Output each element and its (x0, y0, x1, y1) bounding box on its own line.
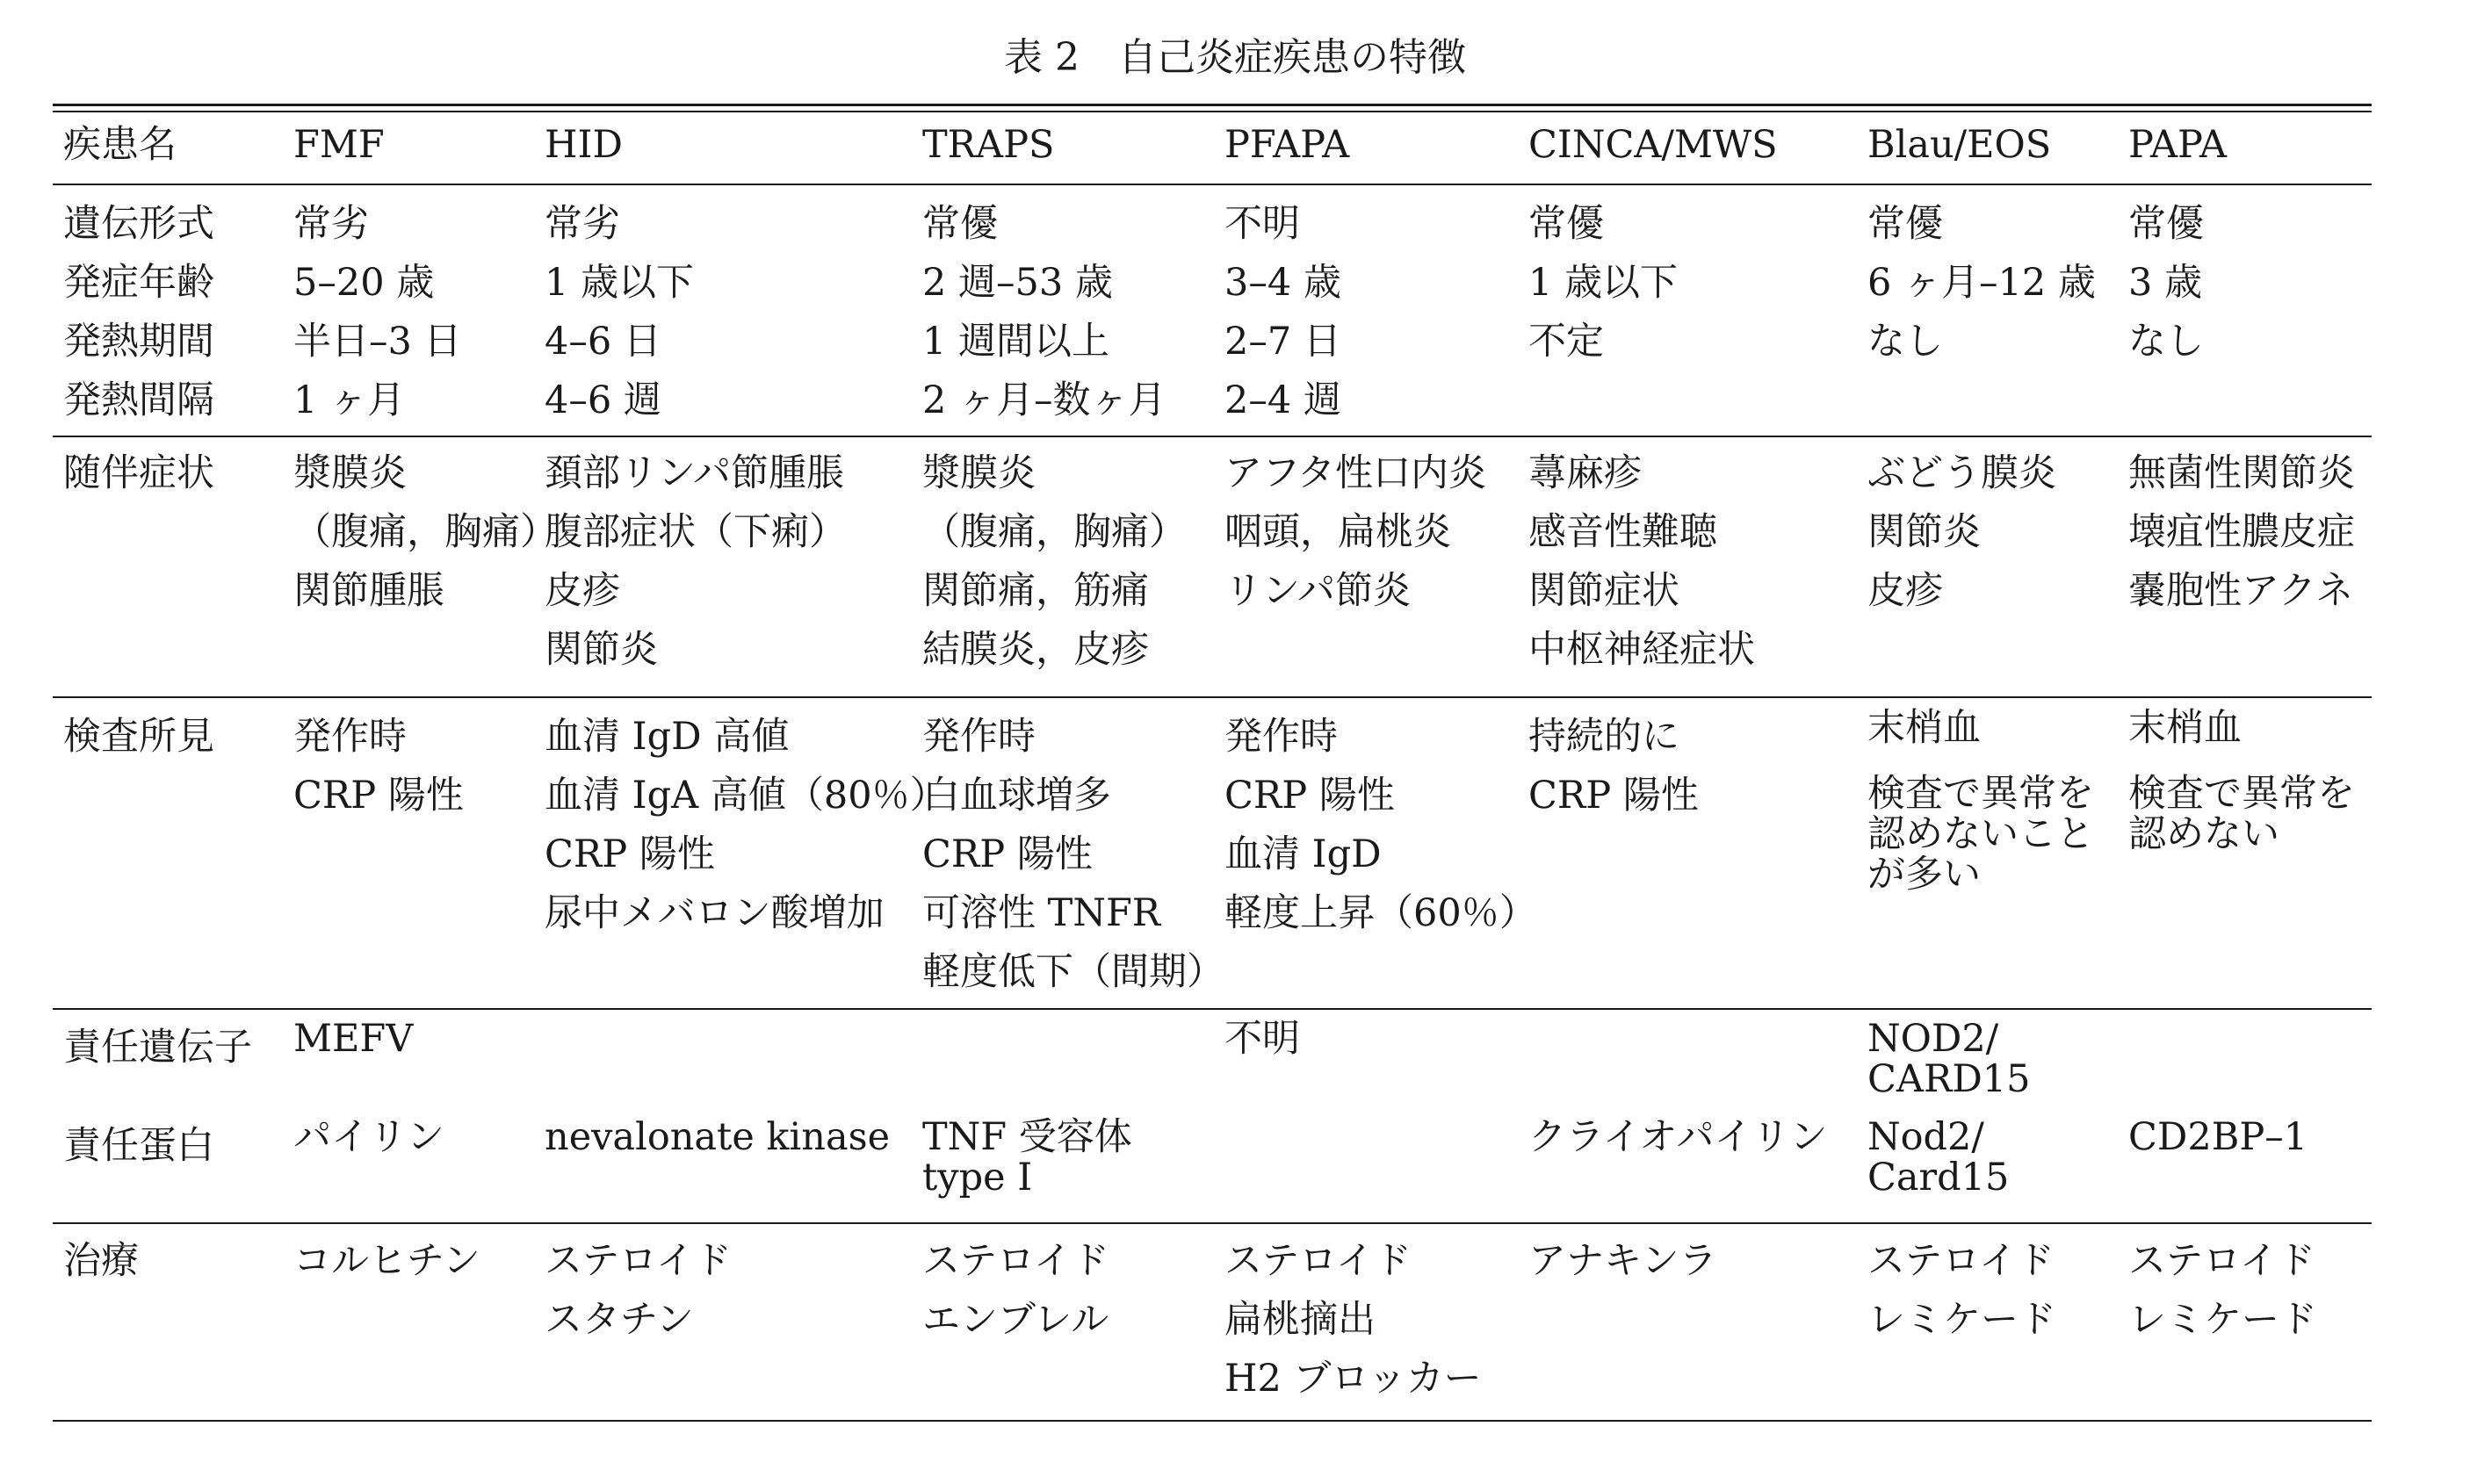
table-cell: 関節炎 (1867, 510, 1981, 554)
table-title: 表 2 自己炎症疾患の特徴 (1004, 35, 1466, 80)
table-cell: 漿膜炎 (922, 451, 1036, 495)
table-cell: 軽度低下（間期） (922, 950, 1224, 994)
table-cell: アフタ性口内炎 (1224, 451, 1486, 495)
table-cell: 1 ヶ月 (293, 378, 406, 422)
table-cell: 関節腫脹 (293, 569, 444, 613)
table-cell: 蕁麻疹 (1528, 451, 1642, 495)
table-cell: リンパ節炎 (1224, 569, 1411, 613)
table-cell: 認めないこと (1867, 812, 2094, 856)
protein-cell: nevalonate kinase (545, 1115, 891, 1159)
protein-cell: TNF 受容体 type I (922, 1115, 1132, 1199)
table-cell: レミケード (1867, 1298, 2056, 1342)
table-cell: 常劣 (293, 202, 369, 246)
table-cell: 感音性難聴 (1528, 510, 1717, 554)
symptoms-rule (53, 696, 2372, 698)
table-cell: 血清 IgD 高値 (545, 715, 790, 759)
table-cell: エンブレル (922, 1298, 1109, 1342)
top-double-rule-1 (53, 104, 2372, 106)
table-cell: 2–7 日 (1224, 320, 1341, 364)
row-label: 責任遺伝子 (63, 1026, 252, 1070)
table-cell: 軽度上昇（60％） (1224, 891, 1537, 935)
table-cell: アナキンラ (1528, 1239, 1717, 1283)
genes-rule (53, 1222, 2372, 1224)
table-cell: CRP 陽性 (1224, 774, 1395, 818)
header-rule (53, 184, 2372, 185)
table-cell: 頚部リンパ節腫脹 (545, 451, 844, 495)
table-cell: 関節痛，筋痛 (922, 569, 1149, 613)
column-header: Blau/EOS (1867, 123, 2052, 167)
table-cell: ステロイド (545, 1239, 732, 1283)
table-cell: 皮疹 (545, 569, 620, 613)
table-cell: 検査で異常を (2128, 772, 2355, 816)
table-cell: 腹部症状（下痢） (545, 510, 847, 554)
row-label: 発症年齢 (63, 261, 214, 305)
table-cell: 常優 (922, 202, 998, 246)
table-cell: 2 ヶ月–数ヶ月 (922, 378, 1166, 422)
table-cell: なし (1867, 320, 1943, 364)
table-cell: 検査で異常を (1867, 772, 2094, 816)
row-label: 治療 (63, 1239, 139, 1283)
protein-cell: Nod2/ Card15 (1867, 1115, 2010, 1199)
lab-rule (53, 1008, 2372, 1010)
table-cell: 2 週–53 歳 (922, 261, 1113, 305)
column-header: TRAPS (922, 123, 1055, 167)
table-cell: レミケード (2128, 1298, 2317, 1342)
table-cell: ステロイド (2128, 1239, 2315, 1283)
row-label: 随伴症状 (63, 451, 214, 495)
bottom-rule (53, 1420, 2372, 1422)
table-cell: 壊疽性膿皮症 (2128, 510, 2355, 554)
table-cell: 末梢血 (1867, 706, 1981, 750)
table-cell: 常優 (2128, 202, 2204, 246)
column-header: 疾患名 (63, 123, 177, 167)
table-cell: 嚢胞性アクネ (2128, 569, 2354, 613)
row-label: 遺伝形式 (63, 202, 214, 246)
column-header: PAPA (2128, 123, 2228, 167)
table-cell: 結膜炎，皮疹 (922, 628, 1149, 672)
table-cell: 皮疹 (1867, 569, 1943, 613)
table-cell: 咽頭，扁桃炎 (1224, 510, 1451, 554)
table-cell: 発作時 (1224, 715, 1338, 759)
row-label: 検査所見 (63, 715, 214, 759)
gene-cell: NOD2/ CARD15 (1867, 1017, 2031, 1101)
table-cell: 1 歳以下 (545, 261, 695, 305)
table-cell: 発作時 (922, 715, 1036, 759)
table-cell: が多い (1867, 853, 1981, 897)
table-cell: 3–4 歳 (1224, 261, 1341, 305)
table-cell: 関節炎 (545, 628, 658, 672)
gene-cell: 不明 (1224, 1017, 1300, 1061)
column-header: CINCA/MWS (1528, 123, 1778, 167)
row-label: 発熱期間 (63, 320, 214, 364)
table-cell: 2–4 週 (1224, 378, 1341, 422)
table-cell: CRP 陽性 (545, 832, 715, 876)
table-cell: 常優 (1528, 202, 1604, 246)
gene-cell: MEFV (293, 1017, 414, 1061)
table-cell: （腹痛，胸痛） (293, 510, 558, 554)
table-cell: ステロイド (1867, 1239, 2055, 1283)
table-cell: 無菌性関節炎 (2128, 451, 2355, 495)
table-cell: 末梢血 (2128, 706, 2242, 750)
table-cell: 不定 (1528, 320, 1604, 364)
table-cell: ぶどう膜炎 (1867, 451, 2056, 495)
protein-cell: CD2BP–1 (2128, 1115, 2308, 1159)
table-cell: スタチン (545, 1298, 694, 1342)
protein-cell: パイリン (293, 1115, 444, 1159)
row-label: 責任蛋白 (63, 1124, 214, 1168)
table-cell: 1 週間以上 (922, 320, 1110, 364)
table-cell: 常劣 (545, 202, 620, 246)
table-cell: 血清 IgA 高値（80％） (545, 774, 948, 818)
table-cell: 扁桃摘出 (1224, 1298, 1376, 1342)
table-cell: CRP 陽性 (293, 774, 464, 818)
basic-rule (53, 436, 2372, 437)
table-cell: ステロイド (1224, 1239, 1412, 1283)
table-cell: 5–20 歳 (293, 261, 435, 305)
table-cell: （腹痛，胸痛） (922, 510, 1187, 554)
table-cell: 不明 (1224, 202, 1300, 246)
table-cell: CRP 陽性 (922, 832, 1093, 876)
table-cell: 白血球増多 (922, 774, 1111, 818)
table-cell: 3 歳 (2128, 261, 2203, 305)
table-cell: 発作時 (293, 715, 407, 759)
table-cell: コルヒチン (293, 1239, 480, 1283)
table-cell: 持続的に (1528, 715, 1679, 759)
table-cell: 認めない (2128, 812, 2279, 856)
column-header: HID (545, 123, 623, 167)
table-cell: 血清 IgD (1224, 832, 1382, 876)
table-cell: 1 歳以下 (1528, 261, 1679, 305)
table-cell: 常優 (1867, 202, 1943, 246)
table-cell: 関節症状 (1528, 569, 1679, 613)
table-cell: 中枢神経症状 (1528, 628, 1755, 672)
table-cell: CRP 陽性 (1528, 774, 1699, 818)
protein-cell: クライオパイリン (1528, 1115, 1828, 1159)
table-cell: 尿中メバロン酸増加 (545, 891, 885, 935)
table-cell: 6 ヶ月–12 歳 (1867, 261, 2096, 305)
table-cell: 4–6 日 (545, 320, 661, 364)
column-header: FMF (293, 123, 385, 167)
table-cell: 漿膜炎 (293, 451, 407, 495)
table-cell: ステロイド (922, 1239, 1109, 1283)
table-cell: 4–6 週 (545, 378, 661, 422)
column-header: PFAPA (1224, 123, 1350, 167)
table-cell: なし (2128, 320, 2204, 364)
row-label: 発熱間隔 (63, 378, 214, 422)
table-cell: 可溶性 TNFR (922, 891, 1161, 935)
table-cell: 半日–3 日 (293, 320, 462, 364)
table-cell: H2 ブロッカー (1224, 1357, 1482, 1401)
top-double-rule-2 (53, 111, 2372, 112)
